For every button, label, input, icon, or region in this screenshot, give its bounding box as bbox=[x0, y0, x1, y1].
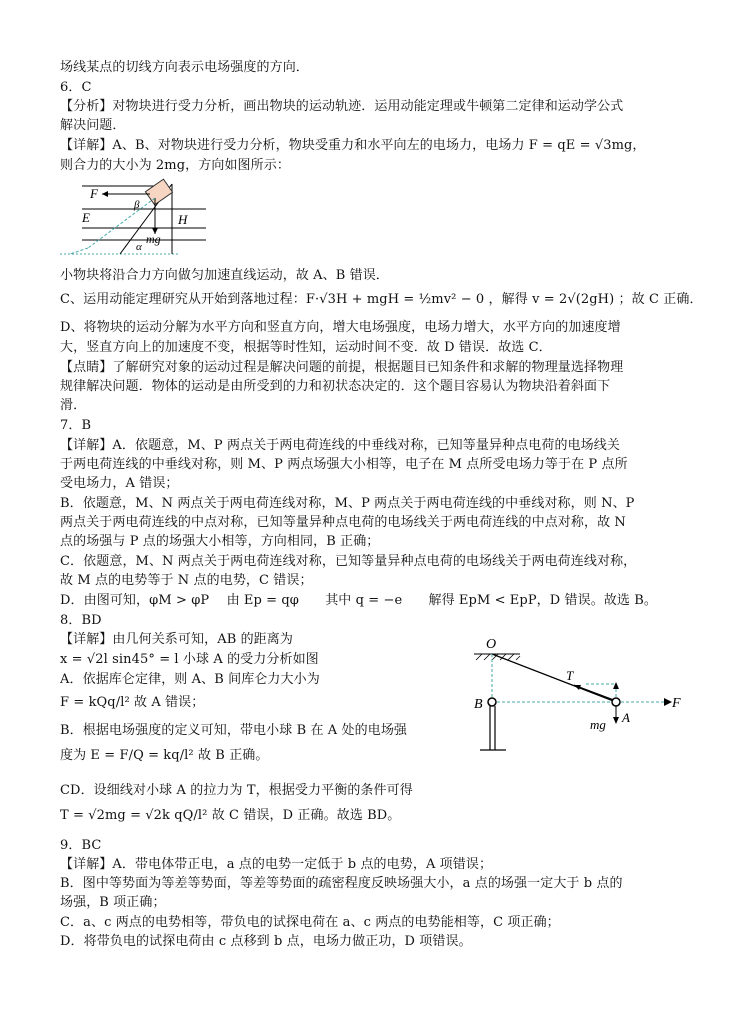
text-line: 受电场力，A 错误； bbox=[60, 476, 179, 491]
text-line: CD．设细线对小球 A 的拉力为 T，根据受力平衡的条件可得 bbox=[60, 783, 413, 798]
text-line: 小物块将沿合力方向做匀加速直线运动，故 A、B 错误． bbox=[60, 268, 389, 283]
text-line: 解决问题． bbox=[60, 118, 126, 133]
text-line: 【详解】A．带电体带正电，a 点的电势一定低于 b 点的电势，A 项错误； bbox=[60, 857, 493, 872]
label-A: A bbox=[622, 710, 630, 725]
question-number: 8．BD bbox=[60, 613, 102, 628]
text-line: D、将物块的运动分解为水平方向和竖直方向，增大电场强度，电场力增大，水平方向的加速度增 bbox=[60, 320, 621, 335]
text-line: D．将带负电的试探电荷由 c 点移到 b 点，电场力做正功，D 项错误。 bbox=[60, 934, 472, 949]
text-line: 则合力的大小为 2mg，方向如图所示： bbox=[60, 158, 290, 173]
question-number: 9．BC bbox=[60, 838, 102, 853]
text-line: 【详解】由几何关系可知，AB 的距离为 bbox=[60, 632, 293, 647]
label-O: O bbox=[486, 637, 497, 652]
text-line: 滑． bbox=[60, 398, 87, 413]
label-B: B bbox=[474, 697, 483, 712]
text-line: 场线某点的切线方向表示电场强度的方向． bbox=[60, 60, 309, 75]
text-line: 规律解决问题．物体的运动是由所受到的力和初状态决定的．这个题目容易认为物块沿着斜面下 bbox=[60, 379, 611, 394]
text-line: B．依题意，M、N 两点关于两电荷连线对称，M、P 两点关于两电荷连线的中垂线对称，则 N、P bbox=[60, 496, 635, 511]
label-mg: mg bbox=[146, 232, 161, 246]
text-line: B．图中等势面为等差等势面，等差等势面的疏密程度反映场强大小，a 点的场强一定大于 b 点的 bbox=[60, 876, 623, 891]
text-line: A．依据库仑定律，则 A、B 间库仑力大小为 bbox=[60, 672, 320, 687]
label-alpha: α bbox=[136, 241, 142, 253]
label-F: F bbox=[672, 696, 681, 711]
text-line: 大，竖直方向上的加速度不变，根据等时性知，运动时间不变．故 D 错误．故选 C． bbox=[60, 340, 552, 355]
text-line: 【分析】对物块进行受力分析，画出物块的运动轨迹．运用动能定理或牛顿第二定律和运动学公式 bbox=[60, 99, 624, 114]
text-line: 【详解】A、B、对物块进行受力分析，物块受重力和水平向左的电场力，电场力 F = qE = √3mg， bbox=[60, 138, 646, 153]
text-line: 场强，B 项正确； bbox=[60, 895, 166, 910]
figure-block-incline bbox=[60, 176, 206, 260]
text-line: 点的场强与 P 点的场强大小相等，方向相同，B 正确； bbox=[60, 534, 380, 549]
text-line: D．由图可知，φM > φP 由 Ep = qφ 其中 q = −e 解得 EpM < EpP，D 错误。故选 B。 bbox=[60, 593, 658, 608]
label-H: H bbox=[178, 212, 188, 227]
text-line: x = √2l sin45° = l 小球 A 的受力分析如图 bbox=[60, 652, 319, 667]
label-mg: mg bbox=[590, 717, 606, 732]
text-line: 于两电荷连线的中垂线对称，则 M、P 两点场强大小相等，电子在 M 点所受电场力等于在 P 点所 bbox=[60, 457, 628, 472]
label-E: E bbox=[82, 210, 90, 225]
label-T: T bbox=[566, 668, 574, 683]
text-line: F = kQq/l² 故 A 错误； bbox=[60, 695, 205, 710]
text-line: T = √2mg = √2k qQ/l² 故 C 错误，D 正确。故选 BD。 bbox=[60, 808, 401, 823]
label-F: F bbox=[90, 186, 98, 201]
text-line: 【详解】A．依题意，M、P 两点关于两电荷连线的中垂线对称，已知等量异种点电荷的电场线关 bbox=[60, 438, 620, 453]
text-line: B．根据电场强度的定义可知，带电小球 B 在 A 处的电场强 bbox=[60, 723, 408, 738]
question-number: 7．B bbox=[60, 418, 92, 433]
text-line: 度为 E = F/Q = kq/l² 故 B 正确。 bbox=[60, 748, 269, 763]
text-line: 【点睛】了解研究对象的运动过程是解决问题的前提，根据题目已知条件和求解的物理量选择物理 bbox=[60, 360, 624, 375]
label-beta: β bbox=[134, 199, 140, 211]
text-line: 两点关于两电荷连线的中点对称，已知等量异种点电荷的电场线关于两电荷连线的中点对称，故 N bbox=[60, 515, 626, 530]
text-line: C．依题意，M、N 两点关于两电荷连线对称，已知等量异种点电荷的电场线关于两电荷连线对称， bbox=[60, 554, 637, 569]
text-line: C．a、c 两点的电势相等，带负电的试探电荷在 a、c 两点的电势能相等，C 项正确； bbox=[60, 915, 560, 930]
figure-charged-balls bbox=[462, 632, 692, 754]
question-number: 6．C bbox=[60, 80, 92, 95]
text-line: C、运用动能定理研究从开始到落地过程：F·√3H + mgH = ½mv² − 0 ，解得 v = 2√(2gH) ；故 C 正确． bbox=[60, 292, 703, 307]
text-line: 故 M 点的电势等于 N 点的电势，C 错误； bbox=[60, 573, 313, 588]
